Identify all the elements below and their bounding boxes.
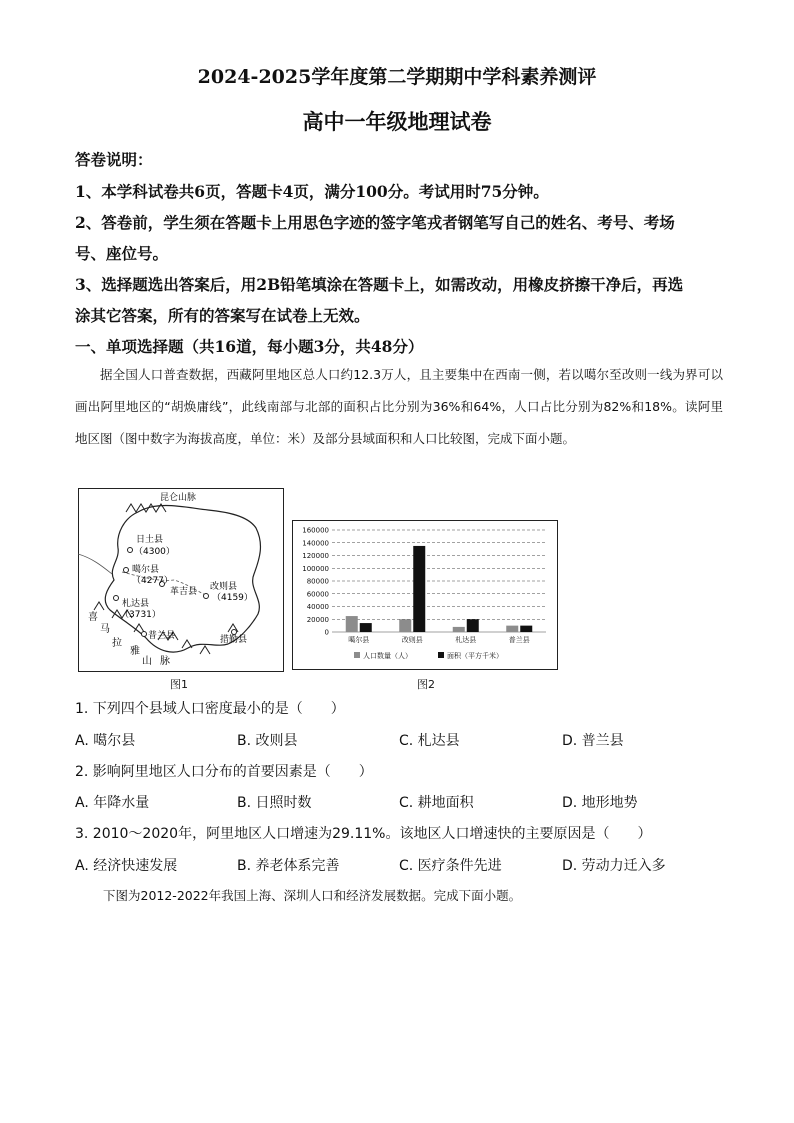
bar-population-2 <box>453 627 465 632</box>
label-ritu-alt: （4300） <box>134 547 175 557</box>
question-3-options <box>0 855 794 875</box>
q2-option-c[interactable]: C. 耕地面积 <box>399 795 474 811</box>
instructions-heading: 答卷说明： <box>75 150 153 169</box>
bar-area-1 <box>413 546 425 632</box>
bar-area-2 <box>467 619 479 632</box>
exam-subtitle: 高中一年级地理试卷 <box>302 109 492 134</box>
instruction-2-line1: 2、答卷前，学生须在答题卡上用思色字迹的签字笔戎者钢笔写自己的姓名、考号、考场 <box>75 213 675 232</box>
figure1-caption: 图1 <box>170 678 188 691</box>
instruction-3-line2: 涂其它答案，所有的答案写在试卷上无效。 <box>75 306 370 325</box>
figure2-chart <box>292 520 558 670</box>
q3-option-b[interactable]: B. 养老体系完善 <box>237 858 340 874</box>
bar-area-0 <box>360 623 372 632</box>
label-geji: 革吉县 <box>170 587 198 597</box>
label-him-3: 拉 <box>112 638 122 649</box>
label-cuoqin: 措勤县 <box>220 635 248 645</box>
x-tick-label: 改则县 <box>401 636 423 644</box>
figure1-map <box>78 488 284 672</box>
label-gaer-alt: （4277） <box>132 576 173 586</box>
bar-population-0 <box>346 616 358 632</box>
label-zhada-alt: （3731） <box>120 610 161 620</box>
x-tick-label: 噶尔县 <box>348 636 370 644</box>
section1-heading: 一、单项选择题（共16道，每小题3分，共48分） <box>75 337 424 356</box>
label-him-6: 脉 <box>160 656 170 667</box>
label-gaize: 改则县 <box>210 582 238 592</box>
exam-title: 2024-2025学年度第二学期期中学科素养测评 <box>197 66 597 88</box>
bar-area-3 <box>520 626 532 632</box>
q2-option-b[interactable]: B. 日照时数 <box>237 795 312 811</box>
instruction-2-line2: 号、座位号。 <box>75 244 169 263</box>
q1-option-b[interactable]: B. 改则县 <box>237 733 298 749</box>
instruction-1: 1、本学科试卷共6页，答题卡4页，满分100分。考试用时75分钟。 <box>75 182 549 201</box>
x-tick-label: 普兰县 <box>508 636 530 644</box>
x-tick-label: 札达县 <box>455 636 477 644</box>
q2-option-a[interactable]: A. 年降水量 <box>75 795 150 811</box>
next-intro-text: 下图为2012-2022年我国上海、深圳人口和经济发展数据。完成下面小题。 <box>103 888 522 903</box>
q1-option-c[interactable]: C. 札达县 <box>399 733 460 749</box>
legend-swatch <box>354 652 360 658</box>
label-gaize-alt: （4159） <box>212 593 253 603</box>
label-him-5: 山 <box>142 656 152 667</box>
q1-option-a[interactable]: A. 噶尔县 <box>75 733 136 749</box>
y-tick-label: 60000 <box>306 590 329 599</box>
question-2-stem: 2. 影响阿里地区人口分布的首要因素是（ ） <box>75 764 373 780</box>
y-tick-label: 120000 <box>302 552 329 560</box>
question-1-stem: 1. 下列四个县域人口密度最小的是（ ） <box>75 701 345 717</box>
y-tick-label: 20000 <box>306 615 329 624</box>
y-tick-label: 100000 <box>302 564 329 573</box>
question-1-options <box>0 730 794 750</box>
figure2-caption: 图2 <box>417 678 435 691</box>
y-tick-label: 140000 <box>302 539 329 548</box>
label-him-4: 雅 <box>130 646 140 657</box>
legend-label: 面积（平方千米） <box>447 652 503 660</box>
legend-label: 人口数量（人） <box>363 652 412 660</box>
q3-option-d[interactable]: D. 劳动力迁入多 <box>562 858 666 874</box>
label-puland: 普兰县 <box>148 631 176 641</box>
label-gaer: 噶尔县 <box>132 565 160 575</box>
q1-option-d[interactable]: D. 普兰县 <box>562 733 624 749</box>
bar-population-1 <box>399 619 411 632</box>
question-2-options <box>0 792 794 812</box>
passage-text: 据全国人口普查数据，西藏阿里地区总人口约12.3万人，且主要集中在西南一侧，若以噶尔至改则一线为界可以画出阿里地区的“胡焕庸线”，此线南部与北部的面积占比分别为36%和64%，人口占比分别为82%和18%。读阿里地区图（图中数字为海拔高度，单位：米）及部分县域面积和人口比较图，完成下面小题。 <box>75 367 723 446</box>
y-tick-label: 40000 <box>306 603 329 611</box>
label-him-1: 喜 <box>88 612 98 623</box>
label-kunlun: 昆仑山脉 <box>160 493 197 503</box>
question-3-stem: 3. 2010～2020年，阿里地区人口增速为29.11%。该地区人口增速快的主要原因是（ ） <box>75 826 652 842</box>
bar-population-3 <box>506 626 518 632</box>
q3-option-a[interactable]: A. 经济快速发展 <box>75 858 178 874</box>
y-tick-label: 80000 <box>306 577 329 586</box>
label-zhada: 札达县 <box>122 599 150 609</box>
legend-swatch <box>438 652 444 658</box>
instruction-3-line1: 3、选择题选出答案后，用2B铅笔填涂在答题卡上，如需改动，用橡皮挤擦干净后，再选 <box>75 275 684 294</box>
q2-option-d[interactable]: D. 地形地势 <box>562 795 638 811</box>
q3-option-c[interactable]: C. 医疗条件先进 <box>399 858 502 874</box>
label-ritu: 日土县 <box>136 535 164 545</box>
y-tick-label: 0 <box>324 628 329 637</box>
label-him-2: 马 <box>100 624 110 635</box>
y-tick-label: 160000 <box>302 526 329 535</box>
